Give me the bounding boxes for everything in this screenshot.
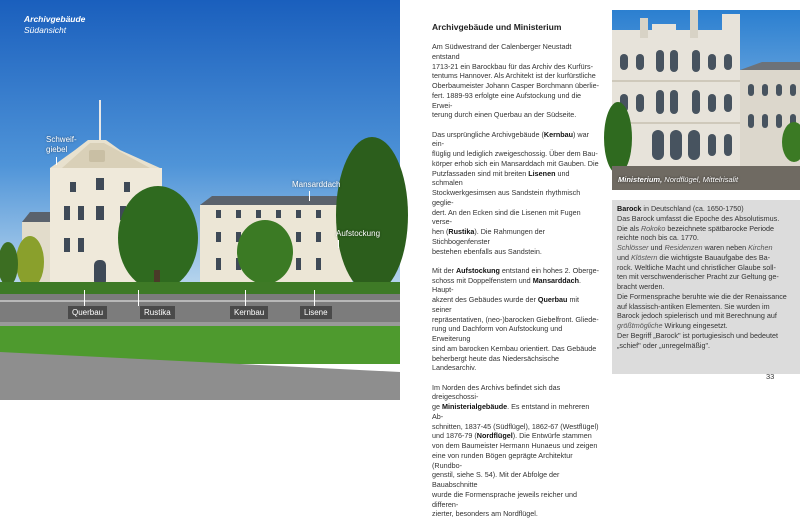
text-run: in Deutschland (ca. 1650-1750): [641, 204, 744, 213]
archive-building-illustration: [0, 0, 400, 400]
label-schweifgiebel-line2: giebel: [46, 145, 68, 154]
text-run: entstand ein hohes 2. Oberge-: [499, 265, 599, 275]
info-line: [617, 243, 795, 253]
info-line: [617, 224, 795, 234]
section-heading: Archivgebäude und Ministerium: [432, 22, 562, 32]
caption-bold: Ministerium,: [618, 175, 663, 184]
text-run: Wirkung eingesetzt.: [662, 321, 728, 330]
text-line: [432, 276, 600, 296]
info-line: Das Barock umfasst die Epoche des Absolutismus.: [617, 213, 780, 223]
text-run: . Haupt-: [432, 275, 582, 295]
term-ministerialgebaeude: Ministerialgebäude: [442, 402, 508, 411]
term-rustika: Rustika: [448, 227, 475, 236]
ministry-building-illustration: [612, 10, 800, 190]
info-line: [617, 204, 795, 214]
paragraph-history: [432, 42, 600, 120]
text-line: Stockwerkgesimsen aus Sandstein rhythmisch geglie-: [432, 188, 581, 207]
term-querbau: Querbau: [537, 295, 568, 304]
term-kloester: Klöstern: [631, 252, 658, 262]
info-line: reichte noch bis ca. 1770.: [617, 233, 699, 243]
label-mansarddach: Mansarddach: [292, 180, 341, 189]
text-line: Am Südwestrand der Calenberger Neustadt entstand: [432, 42, 572, 61]
label-pointer: [338, 240, 339, 248]
photo-caption: [24, 14, 85, 36]
text-line: [432, 130, 600, 150]
text-run: ge: [432, 402, 442, 411]
text-run: und schmalen: [432, 168, 570, 188]
text-run: akzent des Gebäudes wurde der: [432, 295, 538, 304]
text-run: ). Die Entwürfe stammen: [512, 431, 592, 441]
info-line: Die Formensprache beruhte wie die der Renaissance: [617, 291, 787, 301]
text-run: Mit der: [432, 265, 456, 275]
text-line: [432, 431, 600, 441]
barock-info-box: [612, 200, 800, 374]
text-run: waren neben: [702, 243, 749, 252]
term-lisenen: Lisenen: [528, 168, 556, 178]
paragraph-kernbau: [432, 130, 600, 257]
info-line: auf klassisch-antiken Elementen. Sie wurden im: [617, 301, 770, 311]
term-schloesser: Schlösser: [617, 243, 649, 252]
text-run: die wichtigste Bauaufgabe des Ba-: [657, 252, 771, 262]
ministry-building-photo: [612, 10, 800, 190]
term-groesstmoegliche: größtmögliche: [617, 321, 663, 330]
label-aufstockung: Aufstockung: [336, 229, 381, 238]
info-line: [617, 321, 795, 331]
label-pointer: [56, 157, 57, 165]
term-mansarddach: Mansarddach: [532, 275, 580, 285]
info-line: ten mit verschwenderischer Pracht zur Geltung ge-: [617, 272, 779, 282]
text-run: schoss mit Doppelfenstern und: [432, 275, 533, 285]
text-line: eine von runden Bögen geprägte Architektur (Rundbo-: [432, 450, 573, 470]
text-line: beherbergt heute das Niedersächsische Landesarchiv.: [432, 353, 560, 373]
text-line: [432, 402, 600, 422]
text-run: mit seiner: [432, 295, 580, 314]
text-run: ). Die Rahmungen der Stichbogenfenster: [432, 227, 546, 246]
text-run: und 1876-79 (: [432, 431, 477, 441]
page-number: 33: [766, 372, 775, 381]
term-rokoko: Rokoko: [640, 223, 666, 233]
text-run: und: [648, 243, 665, 252]
text-line: Oberbaumeister Johann Casper Borchmann überlie-: [432, 81, 599, 90]
tag-rustika: Rustika: [140, 306, 175, 319]
info-line: Der Begriff „Barock" ist portugiesisch und bedeutet: [617, 330, 779, 340]
text-run: Das ursprüngliche Archivgebäude (: [432, 129, 544, 139]
label-pointer: [84, 290, 85, 306]
text-run: Die als: [617, 223, 641, 233]
text-line: repräsentativen, (neo-)barocken Giebelfront. Gliede-: [432, 314, 599, 324]
caption-rest: Nordflügel, Mittelrisalit: [662, 175, 739, 184]
text-run: . Es entstand in mehreren Ab-: [432, 402, 590, 421]
text-column: [432, 22, 600, 529]
info-line: [617, 253, 795, 263]
text-line: flüglig und lediglich zweigeschossig. Über dem Bau-: [432, 149, 598, 158]
text-line: tentums Hannover. Als Architekt ist der kurfürstliche: [432, 71, 596, 81]
text-line: wurde die Formensprache jeweils reicher und differen-: [432, 489, 578, 509]
text-line: [432, 295, 600, 315]
term-residenzen: Residenzen: [664, 243, 703, 252]
label-pointer: [314, 290, 315, 306]
text-line: [432, 227, 600, 247]
paragraph-ministerium: [432, 383, 600, 520]
text-line: von dem Baumeister Hermann Hunaeus und zeigen: [432, 441, 598, 450]
text-line: [432, 169, 600, 189]
text-run: Putzfassaden sind mit breiten: [432, 168, 529, 178]
text-line: dert. An den Ecken sind die Lisenen mit Fugen verse-: [432, 207, 581, 227]
text-run: und: [617, 252, 631, 262]
info-line: Barock jedoch spielerisch und mit Berechnung auf: [617, 311, 777, 321]
text-line: genstil, siehe S. 54). Mit der Abfolge der Bauabschnitte: [432, 470, 560, 489]
text-run: hen (: [432, 227, 449, 236]
label-pointer: [245, 290, 246, 306]
tag-kernbau: Kernbau: [230, 306, 268, 319]
label-pointer: [138, 290, 139, 306]
archive-building-photo: [0, 0, 400, 400]
tag-lisene: Lisene: [300, 306, 332, 319]
text-line: terung durch einen Querbau an der Südseite.: [432, 110, 577, 120]
caption-title: Archivgebäude: [24, 14, 86, 24]
term-kirchen: Kirchen: [748, 243, 773, 252]
caption-subtitle: Südansicht: [24, 25, 67, 35]
text-line: fert. 1889-93 erfolgte eine Aufstockung und die Erwei-: [432, 90, 582, 110]
text-line: rung und Dachform von Aufstockung und Erweiterung: [432, 324, 563, 343]
info-line: bracht werden.: [617, 282, 665, 291]
term-kernbau: Kernbau: [543, 129, 574, 139]
label-schweifgiebel-line1: Schweif-: [46, 135, 77, 144]
info-line: rock. Weltliche Macht und christlicher Glaube soll-: [617, 262, 776, 272]
text-line: Im Norden des Archivs befindet sich das dreigeschossi-: [432, 382, 561, 402]
text-line: bestehen ebenfalls aus Sandstein.: [432, 246, 542, 256]
term-barock: Barock: [617, 204, 642, 213]
text-line: zierter, besonders am Nordflügel.: [432, 509, 538, 519]
text-line: körper erhob sich ein Mansarddach mit Gauben. Die: [432, 158, 599, 168]
info-line: „schief" oder „unregelmäßig".: [617, 340, 710, 350]
term-aufstockung: Aufstockung: [455, 265, 500, 275]
label-pointer: [309, 191, 310, 201]
term-nordfluegel: Nordflügel: [476, 431, 513, 441]
label-schweifgiebel: [46, 135, 77, 155]
paragraph-aufstockung: [432, 266, 600, 373]
text-run: bezeichnete spätbarocke Periode: [665, 223, 775, 233]
text-line: schnitten, 1837-45 (Südflügel), 1862-67 (Westflügel): [432, 421, 599, 431]
text-run: ) war ein-: [432, 129, 590, 149]
text-line: 1713-21 ein Barockbau für das Archiv des Kurfürs-: [432, 61, 594, 71]
text-line: sind am barocken Kernbau orientiert. Das Gebäude: [432, 343, 597, 353]
text-line: [432, 266, 600, 276]
tag-querbau: Querbau: [68, 306, 107, 319]
ministry-caption: [618, 175, 738, 184]
